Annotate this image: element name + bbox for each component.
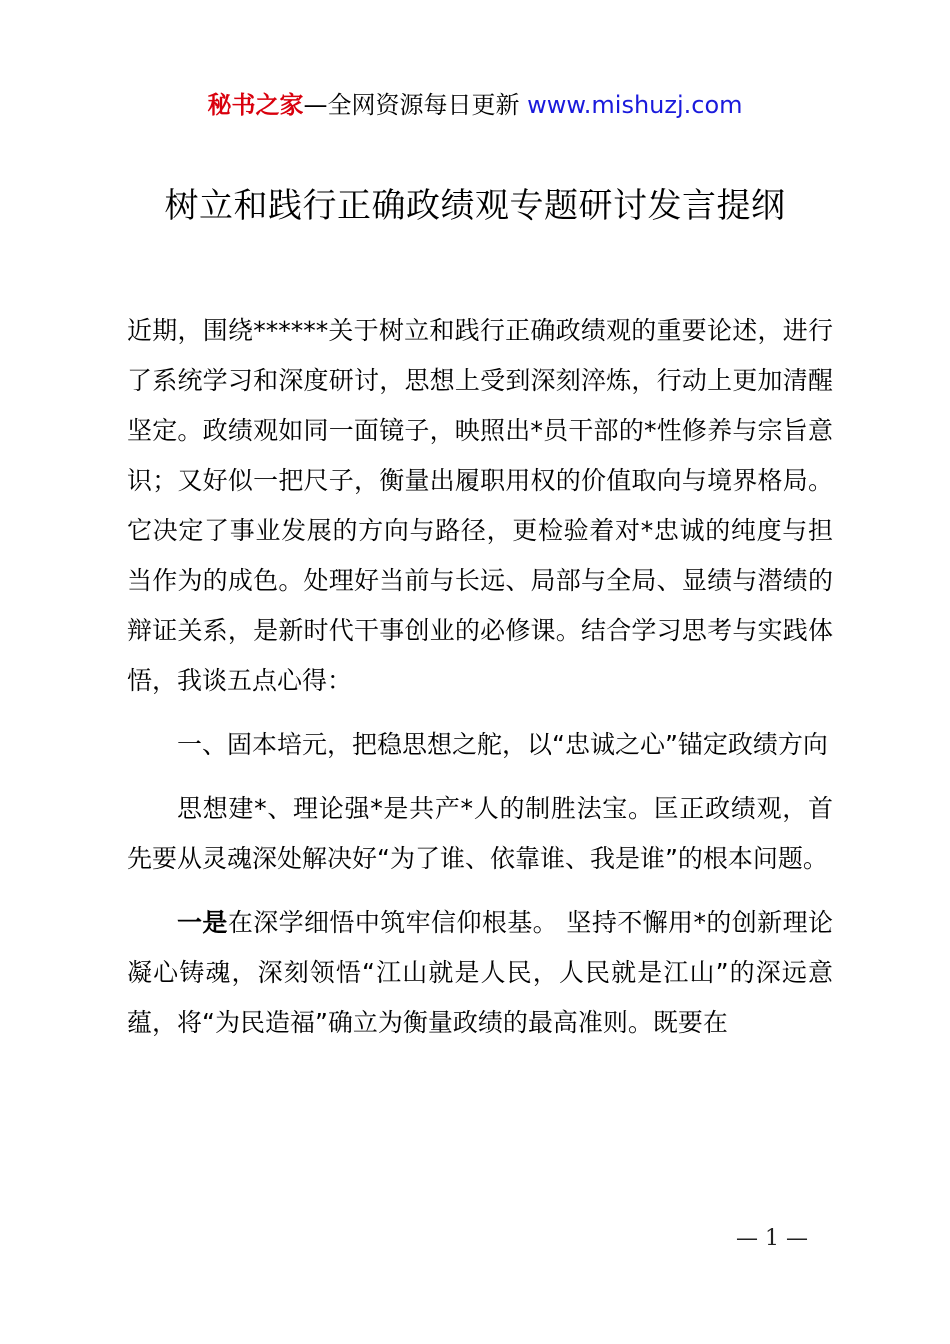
section-heading: 一、固本培元，把稳思想之舵，以“忠诚之心”锚定政绩方向 — [177, 730, 828, 759]
page-number: — 1 — — [736, 1226, 808, 1251]
site-brand: 秘书之家 — [207, 91, 304, 119]
page-title: 树立和践行正确政绩观专题研讨发言提纲 — [164, 186, 786, 226]
site-slogan: —全网资源每日更新 — [303, 91, 528, 119]
point-text: 在深学细悟中筑牢信仰根基。 坚持不懈用*的创新理论凝心铸魂，深刻领悟“江山就是人民，人民就是江山”的深远意蕴，将“为民造福”确立为衡量政绩的最高准则。既要在 — [127, 908, 833, 1037]
intro-paragraph: 近期，围绕******关于树立和践行正确政绩观的重要论述，进行了系统学习和深度研讨，思想上受到深刻淬炼，行动上更加清醒坚定。政绩观如同一面镜子，映照出*员干部的*性修养与宗旨意识；又好似一把尺子，衡量出履职用权的价值取向与境界格局。它决定了事业发展的方向与路径，更检验着对*忠诚的纯度与担当作为的成色。处理好当前与长远、局部与全局、显绩与潜绩的辩证关系，是新时代干事创业的必修课。结合学习思考与实践体悟，我谈五点心得： — [127, 316, 833, 695]
document-body — [127, 306, 833, 1062]
site-header — [0, 88, 950, 122]
point-paragraph — [127, 898, 833, 1048]
point-lead: 一是 — [177, 908, 228, 937]
section-paragraph: 思想建*、理论强*是共产*人的制胜法宝。匡正政绩观，首先要从灵魂深处解决好“为了谁、依靠谁、我是谁”的根本问题。 — [127, 794, 833, 873]
site-url-link[interactable]: www.mishuzj.com — [527, 91, 743, 119]
